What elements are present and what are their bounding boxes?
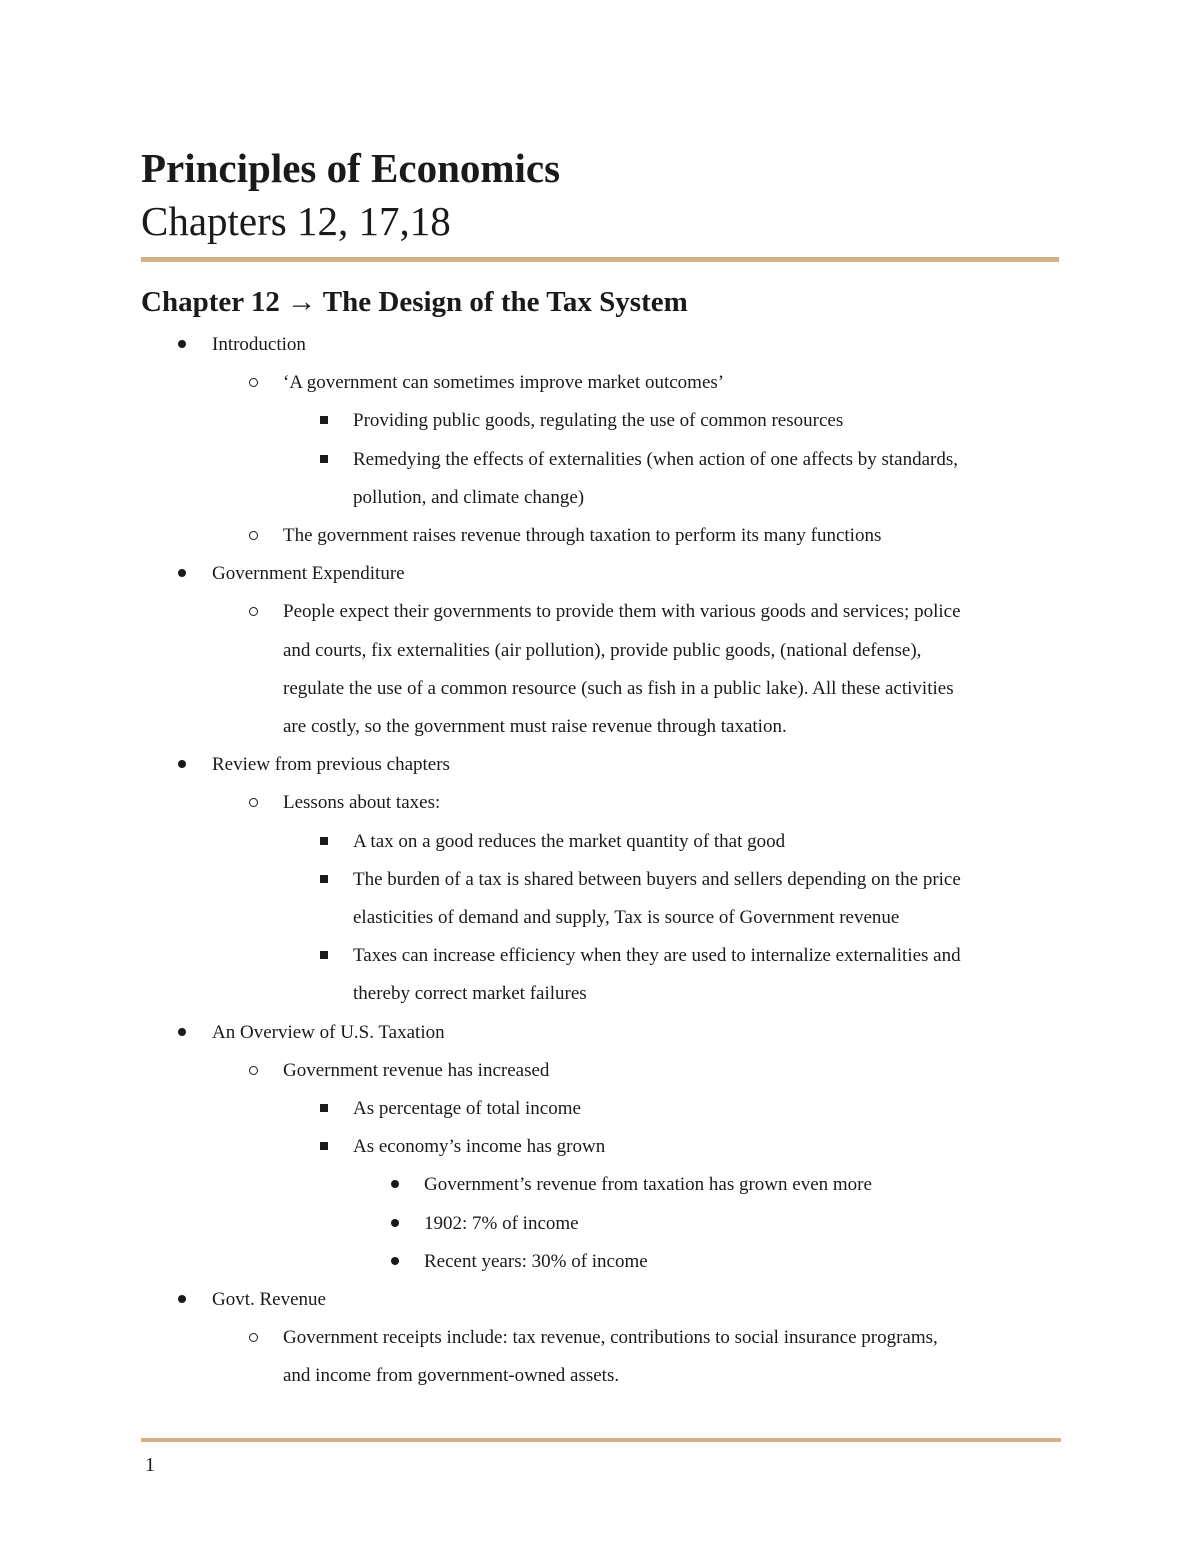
bullet-dot-icon [391, 1180, 399, 1188]
bullet-square-icon [320, 837, 328, 845]
outline-item-line: Review from previous chapters [212, 754, 450, 776]
outline-item-line: Govt. Revenue [212, 1289, 326, 1310]
outline-item-line: An Overview of U.S. Taxation [212, 1021, 445, 1043]
outline-item-line: Lessons about taxes: [283, 792, 441, 814]
page-number: 1 [145, 1454, 155, 1476]
outline-item-line: and courts, fix externalities (air pollution), provide public goods, (national defense), [283, 639, 922, 661]
bullet-square-icon [320, 416, 328, 424]
bullet-square-icon [320, 455, 328, 463]
outline-item-line: ‘A government can sometimes improve market outcomes’ [283, 372, 725, 394]
outline-item-line: Government’s revenue from taxation has grown even more [424, 1174, 872, 1196]
outline-item-line: As percentage of total income [353, 1098, 581, 1119]
outline-item-line: The burden of a tax is shared between buyers and sellers depending on the price [353, 868, 961, 890]
bullet-square-icon [320, 951, 328, 959]
outline-item-line: pollution, and climate change) [353, 486, 585, 508]
document-subtitle: Chapters 12, 17,18 [141, 198, 451, 244]
outline-item-line: Introduction [212, 334, 306, 355]
outline-item-line: Government Expenditure [212, 563, 405, 585]
outline-item-line: The government raises revenue through taxation to perform its many functions [283, 525, 882, 546]
bullet-dot-icon [178, 1295, 186, 1303]
bullet-dot-icon [178, 760, 186, 768]
bullet-circle-icon [249, 1333, 258, 1342]
bullet-dot-icon [391, 1257, 399, 1265]
outline-item-line: regulate the use of a common resource (such as fish in a public lake). All these activities [283, 677, 954, 699]
document-title: Principles of Economics [141, 145, 561, 191]
outline-item-line: 1902: 7% of income [424, 1212, 579, 1234]
outline-item-line: elasticities of demand and supply, Tax is source of Government revenue [353, 907, 900, 928]
bullet-circle-icon [249, 378, 258, 387]
chapter-heading: Chapter 12 → The Design of the Tax System [141, 286, 688, 318]
outline-item-line: Government receipts include: tax revenue, contributions to social insurance programs, [283, 1327, 938, 1349]
outline-item-line: and income from government-owned assets. [283, 1365, 620, 1387]
outline-item-line: Recent years: 30% of income [424, 1250, 648, 1272]
title-divider [141, 257, 1059, 262]
outline-item-line: Government revenue has increased [283, 1059, 550, 1081]
outline-item-line: As economy’s income has grown [353, 1136, 606, 1158]
outline-item-line: A tax on a good reduces the market quantity of that good [353, 830, 786, 852]
bullet-circle-icon [249, 1066, 258, 1075]
outline-item-line: Providing public goods, regulating the use of common resources [353, 410, 844, 432]
bullet-dot-icon [178, 1028, 186, 1036]
bullet-square-icon [320, 1142, 328, 1150]
outline-item-line: thereby correct market failures [353, 983, 587, 1005]
bullet-square-icon [320, 1104, 328, 1112]
outline-item-line: Taxes can increase efficiency when they are used to internalize externalities and [353, 945, 961, 967]
outline-item-line: are costly, so the government must raise revenue through taxation. [283, 716, 787, 737]
bullet-square-icon [320, 875, 328, 883]
outline-item-line: People expect their governments to provide them with various goods and services; police [283, 601, 961, 623]
outline-item-line: Remedying the effects of externalities (when action of one affects by standards, [353, 448, 958, 470]
bullet-dot-icon [391, 1219, 399, 1227]
footer-divider [141, 1438, 1061, 1442]
bullet-dot-icon [178, 569, 186, 577]
bullet-dot-icon [178, 340, 186, 348]
bullet-circle-icon [249, 607, 258, 616]
bullet-circle-icon [249, 531, 258, 540]
bullet-circle-icon [249, 798, 258, 807]
